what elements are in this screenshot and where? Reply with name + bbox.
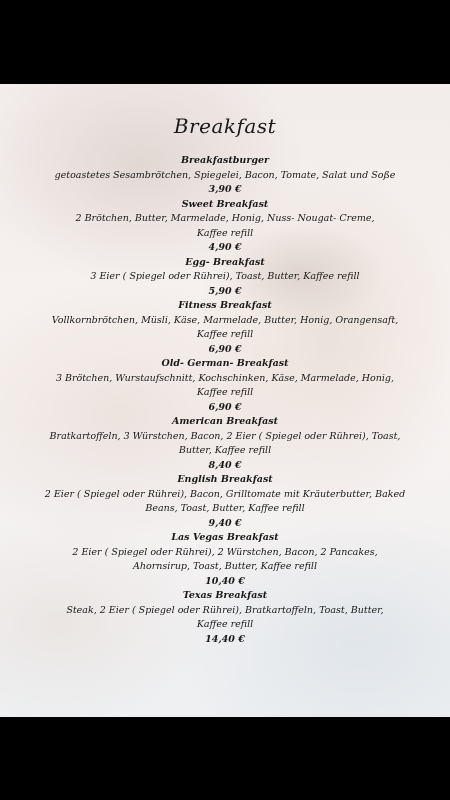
menu-item-description: 2 Brötchen, Butter, Marmelade, Honig, Nuss- Nougat- Creme, Kaffee refill bbox=[75, 213, 375, 239]
menu-item-name: English Breakfast bbox=[177, 474, 273, 485]
menu-item-description: 3 Brötchen, Wurstaufschnitt, Kochschinken, Käse, Marmelade, Honig, Kaffee refill bbox=[55, 372, 395, 398]
menu-item-price: 10,40 € bbox=[205, 575, 245, 587]
menu-item-price: 4,90 € bbox=[208, 242, 242, 253]
menu-item-price: 9,40 € bbox=[208, 517, 242, 529]
menu-item bbox=[0, 198, 450, 256]
menu-item-price: 14,40 € bbox=[205, 633, 245, 645]
menu-item bbox=[0, 589, 450, 647]
menu-item bbox=[0, 473, 450, 531]
menu-item bbox=[0, 256, 450, 300]
menu-item-price: 3,90 € bbox=[208, 184, 242, 195]
menu-item bbox=[0, 357, 450, 415]
menu-item-name: Breakfastburger bbox=[180, 155, 270, 166]
menu-item-description: Steak, 2 Eier ( Spiegel oder Rührei), Bratkartoffeln, Toast, Butter, Kaffee refill bbox=[66, 604, 384, 630]
menu-item-name: American Breakfast bbox=[171, 416, 279, 427]
menu-item bbox=[0, 299, 450, 357]
menu-item-description: 3 Eier ( Spiegel oder Rührei), Toast, Butter, Kaffee refill bbox=[90, 271, 360, 282]
menu-item-description: Vollkornbrötchen, Müsli, Käse, Marmelade, Butter, Honig, Orangensaft, Kaffee refill bbox=[51, 314, 399, 340]
menu-item-name: Egg- Breakfast bbox=[185, 256, 265, 268]
menu-image[interactable] bbox=[0, 84, 450, 717]
menu-item-name: Sweet Breakfast bbox=[181, 198, 269, 210]
menu-item-name: Old- German- Breakfast bbox=[161, 358, 289, 369]
menu-item-price: 6,90 € bbox=[208, 343, 242, 355]
menu-item-description: getoastetes Sesambrötchen, Spiegelei, Bacon, Tomate, Salat und Soße bbox=[54, 169, 396, 181]
menu-item-name: Fitness Breakfast bbox=[178, 300, 272, 311]
menu-item-name: Las Vegas Breakfast bbox=[171, 532, 279, 543]
menu-item-description: Bratkartoffeln, 3 Würstchen, Bacon, 2 Eier ( Spiegel oder Rührei), Toast, Butter, Kaffee refill bbox=[49, 430, 401, 456]
menu-item-price: 8,40 € bbox=[208, 459, 242, 471]
menu-item bbox=[0, 531, 450, 589]
menu-item-name: Texas Breakfast bbox=[182, 590, 268, 601]
menu-item-description: 2 Eier ( Spiegel oder Rührei), 2 Würstchen, Bacon, 2 Pancakes, Ahornsirup, Toast, Butter, Kaffee refill bbox=[72, 546, 378, 572]
menu-item bbox=[0, 415, 450, 473]
menu-item bbox=[0, 154, 450, 198]
menu-item-price: 5,90 € bbox=[208, 285, 242, 297]
menu-item-description: 2 Eier ( Spiegel oder Rührei), Bacon, Grilltomate mit Kräuterbutter, Baked Beans, Toast, Butter, Kaffee refill bbox=[44, 488, 406, 514]
menu-content bbox=[0, 114, 450, 647]
menu-item-price: 6,90 € bbox=[208, 401, 242, 413]
menu-title: Breakfast bbox=[173, 114, 277, 138]
